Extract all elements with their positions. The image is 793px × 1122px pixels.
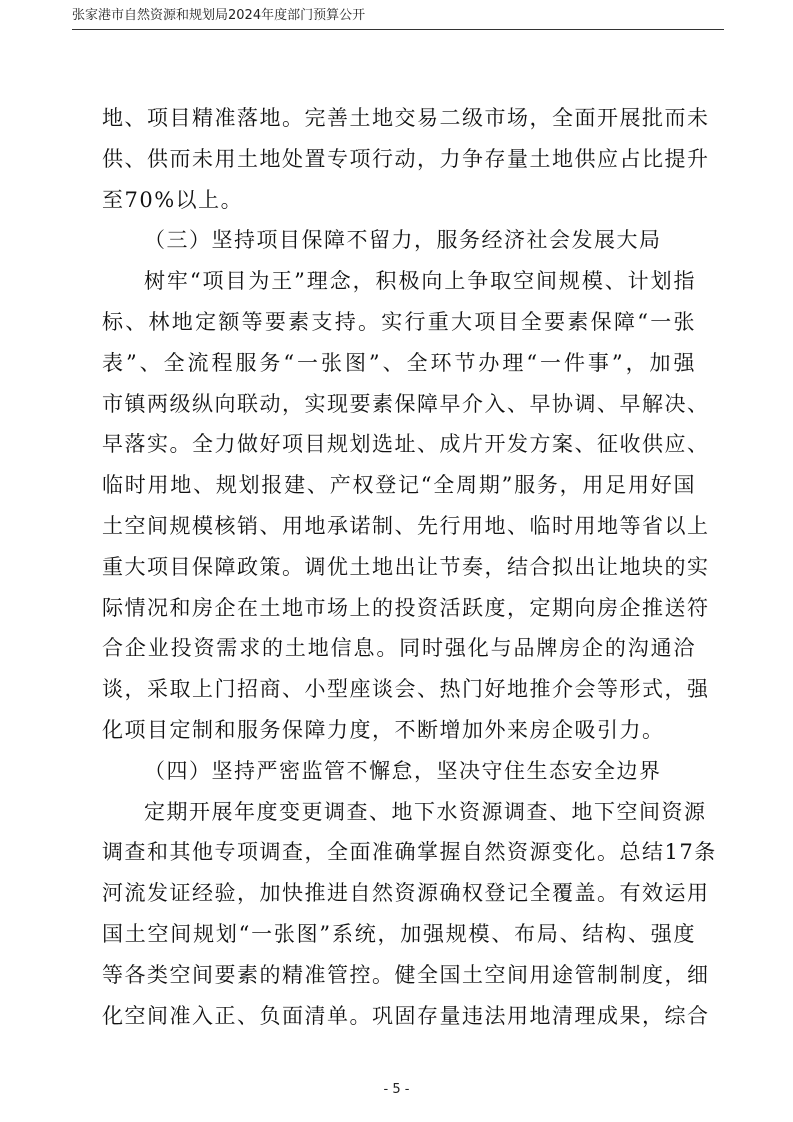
text-line: 国土空间规划“一张图”系统，加强规模、布局、结构、强度 xyxy=(102,921,696,946)
text-line: 市镇两级纵向联动，实现要素保障早介入、早协调、早解决、 xyxy=(102,391,710,416)
text-line: 河流发证经验，加快推进自然资源确权登记全覆盖。有效运用 xyxy=(102,881,710,906)
page-header: 张家港市自然资源和规划局2024年度部门预算公开 xyxy=(72,8,366,23)
text-line: 谈，采取上门招商、小型座谈会、热门好地推介会等形式，强 xyxy=(102,677,710,702)
page-number: - 5 - xyxy=(383,1082,410,1097)
text-line: 化空间准入正、负面清单。巩固存量违法用地清理成果，综合 xyxy=(102,1003,710,1028)
document-body xyxy=(102,98,717,1036)
text-line: 地、项目精准落地。完善土地交易二级市场，全面开展批而未 xyxy=(102,106,710,130)
text-line: 土空间规模核销、用地承诺制、先行用地、临时用地等省以上 xyxy=(102,513,710,538)
text-line: 表”、全流程服务“一张图”、全环节办理“一件事”，加强 xyxy=(102,350,696,375)
text-line: 等各类空间要素的精准管控。健全国土空间用途管制制度，细 xyxy=(102,962,710,987)
text-line: 际情况和房企在土地市场上的投资活跃度，定期向房企推送符 xyxy=(102,595,710,620)
text-line: 至70%以上。 xyxy=(102,187,244,212)
text-line: （四）坚持严密监管不懈怠，坚决守住生态安全边界 xyxy=(144,758,662,783)
text-line: （三）坚持项目保障不留力，服务经济社会发展大局 xyxy=(144,228,662,253)
text-line: 合企业投资需求的土地信息。同时强化与品牌房企的沟通洽 xyxy=(102,636,696,661)
text-line: 调查和其他专项调查，全面准确掌握自然资源变化。总结17条 xyxy=(102,840,717,865)
text-line: 定期开展年度变更调查、地下水资源调查、地下空间资源 xyxy=(144,799,707,824)
text-line: 标、林地定额等要素支持。实行重大项目全要素保障“一张 xyxy=(102,309,696,334)
text-line: 早落实。全力做好项目规划选址、成片开发方案、征收供应、 xyxy=(102,432,710,457)
header-divider xyxy=(72,29,724,30)
text-line: 供、供而未用土地处置专项行动，力争存量土地供应占比提升 xyxy=(102,146,710,171)
text-line: 化项目定制和服务保障力度，不断增加外来房企吸引力。 xyxy=(102,717,665,742)
text-line: 重大项目保障政策。调优土地出让节奏，结合拟出让地块的实 xyxy=(102,554,710,579)
text-line: 树牢“项目为王”理念，积极向上争取空间规模、计划指 xyxy=(144,269,696,294)
text-line: 临时用地、规划报建、产权登记“全周期”服务，用足用好国 xyxy=(102,473,696,498)
